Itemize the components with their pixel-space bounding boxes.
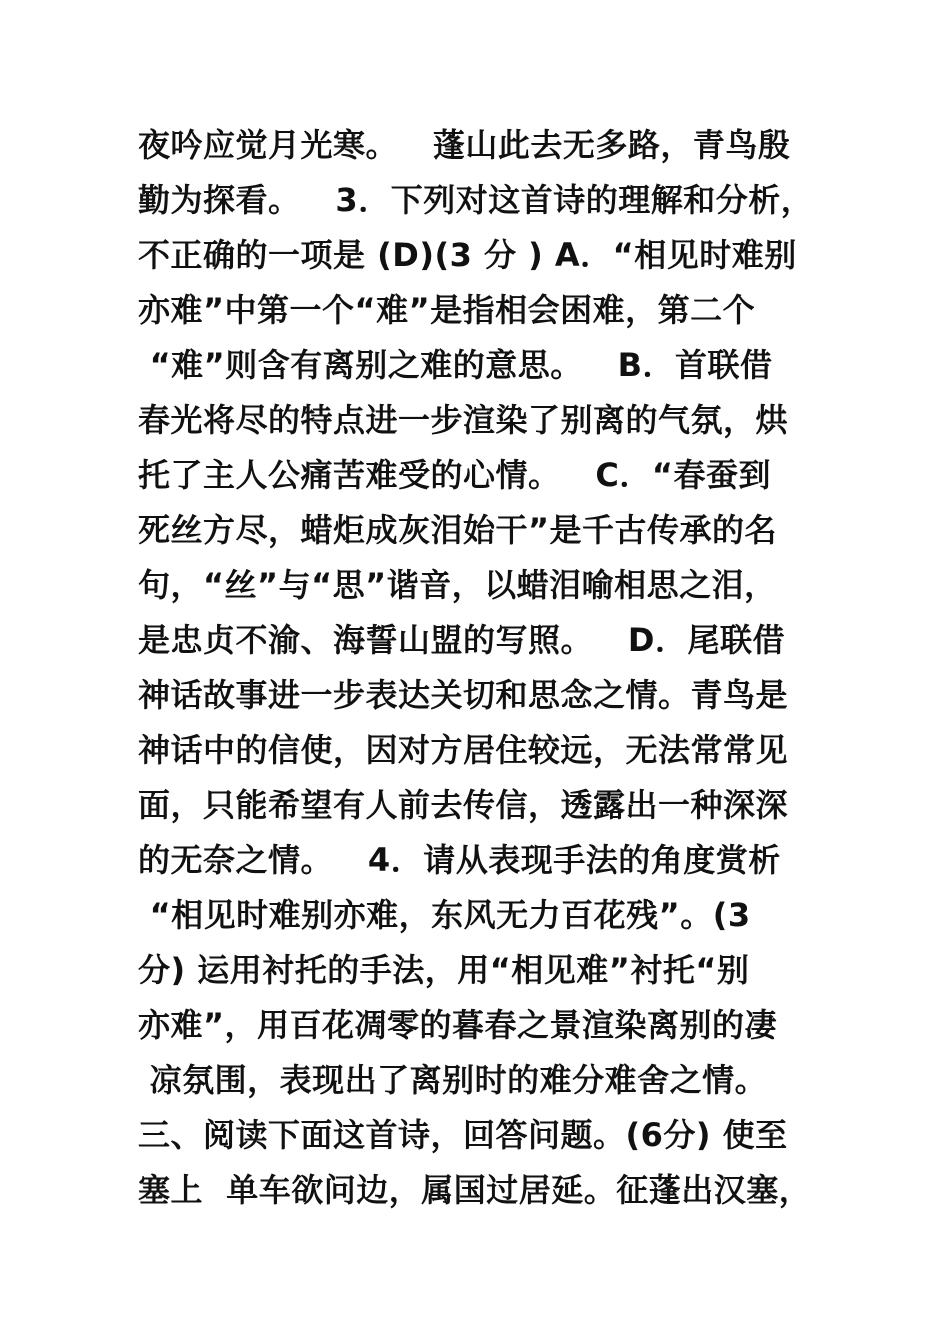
text-line: 春光将尽的特点进一步渲染了别离的气氛，烘 [138, 401, 789, 439]
text-line: 分) 运用衬托的手法，用“相见难”衬托“别 [138, 951, 750, 989]
text-line: 不正确的一项是 (D)(3 分 ) A．“相见时难别 [138, 236, 797, 274]
text-line: 神话故事进一步表达关切和思念之情。青鸟是 [138, 676, 789, 714]
text-line: 句，“丝”与“思”谐音，以蜡泪喻相思之泪， [138, 566, 777, 604]
text-line: 夜吟应觉月光寒。 蓬山此去无多路，青鸟殷 [138, 126, 791, 164]
text-line: 凉氛围，表现出了离别时的难分难舍之情。 [138, 1061, 768, 1099]
text-line: “相见时难别亦难，东风无力百花残”。(3 [138, 896, 751, 934]
text-line: 塞上 单车欲问边，属国过居延。征蓬出汉塞， [138, 1171, 812, 1209]
text-line: 三、阅读下面这首诗，回答问题。(6分) 使至 [138, 1116, 788, 1154]
text-line: 神话中的信使，因对方居住较远，无法常常见 [138, 731, 789, 769]
text-line: 勤为探看。 3．下列对这首诗的理解和分析， [138, 181, 814, 219]
text-line: 面，只能希望有人前去传信，透露出一种深深 [138, 786, 789, 824]
text-line: 亦难”，用百花凋零的暮春之景渲染离别的凄 [138, 1006, 778, 1044]
text-line: “难”则含有离别之难的意思。 B．首联借 [138, 346, 773, 384]
text-line: 亦难”中第一个“难”是指相会困难，第二个 [138, 291, 756, 329]
text-line: 死丝方尽，蜡炬成灰泪始干”是千古传承的名 [138, 511, 778, 549]
text-line: 的无奈之情。 4．请从表现手法的角度赏析 [138, 841, 781, 879]
text-line: 托了主人公痛苦难受的心情。 C．“春蚕到 [138, 456, 771, 494]
text-line: 是忠贞不渝、海誓山盟的写照。 D．尾联借 [138, 621, 785, 659]
body-text [138, 118, 838, 1218]
